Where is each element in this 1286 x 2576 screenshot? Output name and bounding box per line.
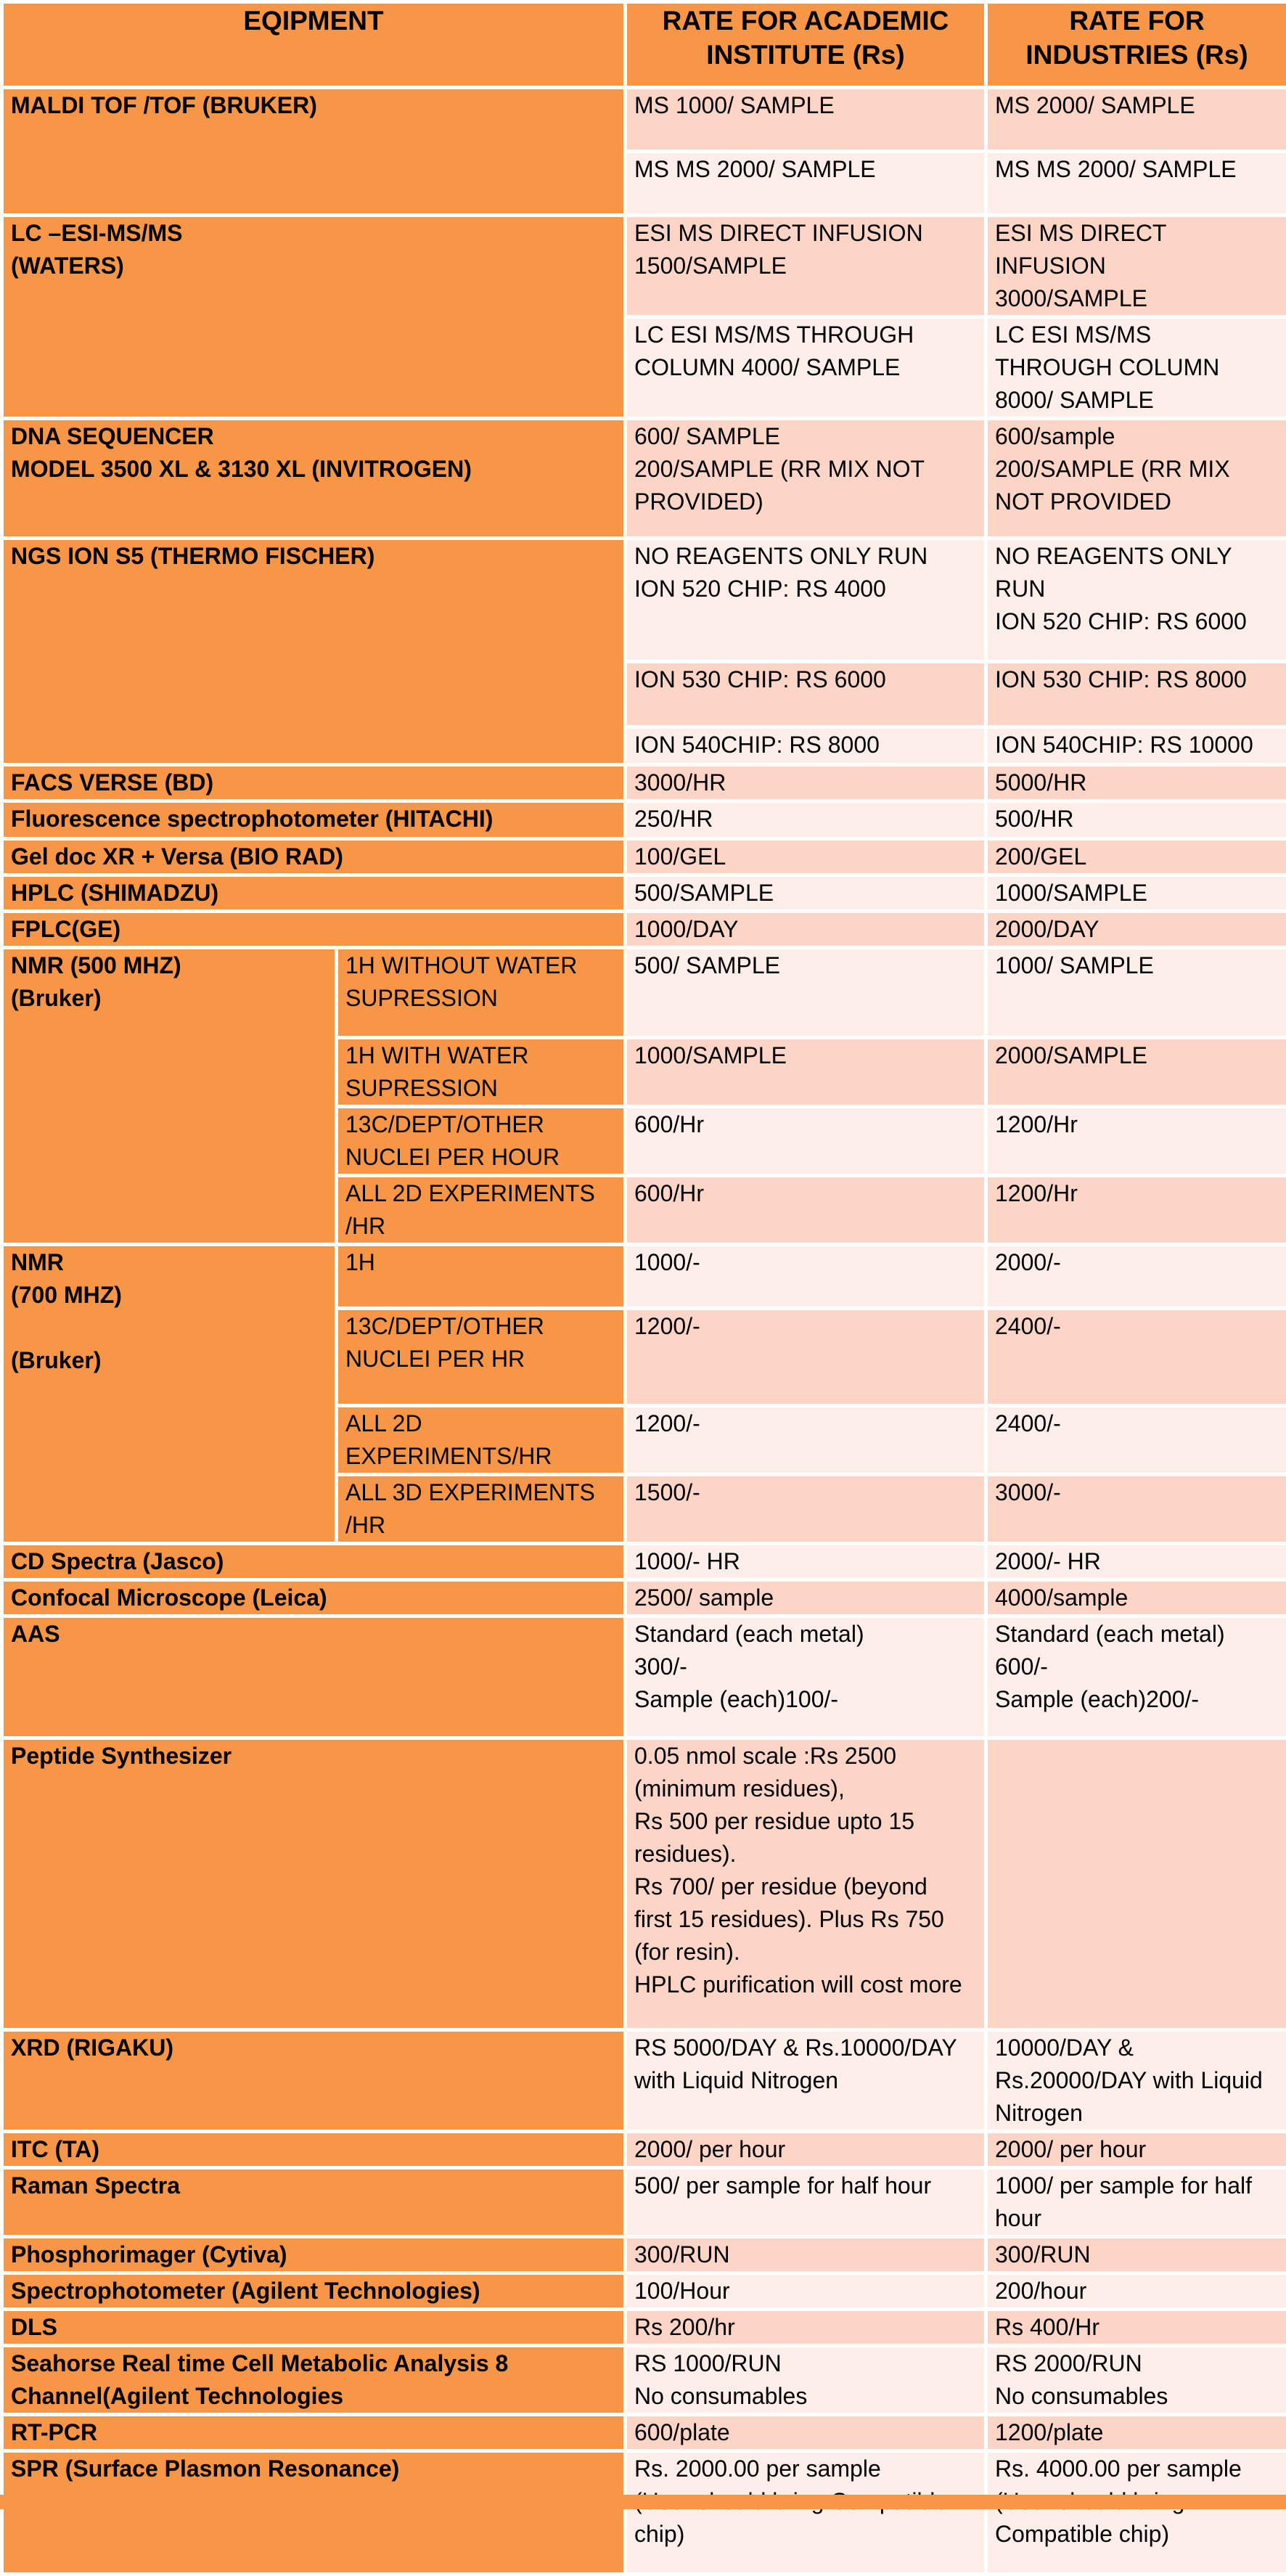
equipment-name: Confocal Microscope (Leica) xyxy=(2,1580,626,1616)
industry-rate: ION 540CHIP: RS 10000 xyxy=(986,727,1286,765)
academic-rate: 1000/DAY xyxy=(626,912,986,948)
academic-rate: 600/plate xyxy=(626,2415,986,2451)
academic-rate: 0.05 nmol scale :Rs 2500 (minimum residues), Rs 500 per residue upto 15 residues). Rs 700/ per residue (beyond first 15 residues). Plus Rs 750 (for resin). HPLC purification will cost more xyxy=(626,1738,986,2030)
industry-rate: 2400/- xyxy=(986,1406,1286,1475)
industry-rate: ESI MS DIRECT INFUSION 3000/SAMPLE xyxy=(986,216,1286,317)
academic-rate: 3000/HR xyxy=(626,765,986,801)
equipment-name: Raman Spectra xyxy=(2,2168,626,2237)
academic-rate: Rs. 2000.00 per sample chip) xyxy=(626,2451,986,2575)
experiment-type: 13C/DEPT/OTHER NUCLEI PER HR xyxy=(337,1309,626,1406)
academic-rate: LC ESI MS/MS THROUGH COLUMN 4000/ SAMPLE xyxy=(626,317,986,419)
industry-rate: Rs 400/Hr xyxy=(986,2310,1286,2346)
table-row xyxy=(2,1738,1286,2030)
industry-rate: 1000/ per sample for half hour xyxy=(986,2168,1286,2237)
table-row xyxy=(2,88,1286,152)
table-row xyxy=(2,1245,1286,1309)
industry-rate: 4000/sample xyxy=(986,1580,1286,1616)
equipment-name: HPLC (SHIMADZU) xyxy=(2,875,626,912)
industry-rate: 3000/- xyxy=(986,1475,1286,1544)
industry-rate: 200/GEL xyxy=(986,839,1286,875)
equipment-name: DNA SEQUENCER MODEL 3500 XL & 3130 XL (INVITROGEN) xyxy=(2,419,626,539)
bottom-border-bar xyxy=(0,2495,1286,2509)
equipment-name: LC –ESI-MS/MS (WATERS) xyxy=(2,216,626,419)
academic-rate: 500/SAMPLE xyxy=(626,875,986,912)
industry-rate: 2000/- HR xyxy=(986,1544,1286,1580)
equipment-name: CD Spectra (Jasco) xyxy=(2,1544,626,1580)
academic-rate: 2000/ per hour xyxy=(626,2132,986,2168)
table-row xyxy=(2,801,1286,839)
experiment-type: 1H xyxy=(337,1245,626,1309)
equipment-name: NMR (700 MHZ) (Bruker) xyxy=(2,1245,337,1544)
equipment-name: Spectrophotometer (Agilent Technologies) xyxy=(2,2273,626,2310)
equipment-name: ITC (TA) xyxy=(2,2132,626,2168)
industry-rate: 2400/- xyxy=(986,1309,1286,1406)
table-row xyxy=(2,2273,1286,2310)
header-row xyxy=(2,2,1286,88)
industry-rate: 200/hour xyxy=(986,2273,1286,2310)
experiment-type: ALL 3D EXPERIMENTS /HR xyxy=(337,1475,626,1544)
industry-rate: 1200/plate xyxy=(986,2415,1286,2451)
industry-rate: NO REAGENTS ONLY RUN ION 520 CHIP: RS 6000 xyxy=(986,539,1286,662)
academic-rate: NO REAGENTS ONLY RUN ION 520 CHIP: RS 4000 xyxy=(626,539,986,662)
industry-rate: 2000/DAY xyxy=(986,912,1286,948)
industry-rate: 1200/Hr xyxy=(986,1107,1286,1176)
equipment-name: Fluorescence spectrophotometer (HITACHI) xyxy=(2,801,626,839)
header-equipment: EQIPMENT xyxy=(2,2,626,88)
academic-rate: Rs 200/hr xyxy=(626,2310,986,2346)
table-row xyxy=(2,419,1286,539)
industry-rate: 2000/SAMPLE xyxy=(986,1038,1286,1107)
academic-rate: 500/ SAMPLE xyxy=(626,948,986,1038)
equipment-name: Peptide Synthesizer xyxy=(2,1738,626,2030)
academic-rate: 600/Hr xyxy=(626,1176,986,1245)
table-row xyxy=(2,912,1286,948)
industry-rate: 10000/DAY & Rs.20000/DAY with Liquid Nitrogen xyxy=(986,2030,1286,2132)
industry-rate: 300/RUN xyxy=(986,2237,1286,2273)
equipment-name: MALDI TOF /TOF (BRUKER) xyxy=(2,88,626,216)
table-row xyxy=(2,539,1286,662)
academic-rate: 600/ SAMPLE 200/SAMPLE (RR MIX NOT PROVIDED) xyxy=(626,419,986,539)
industry-rate: Rs. 4000.00 per sample Compatible chip) xyxy=(986,2451,1286,2575)
equipment-name: Seahorse Real time Cell Metabolic Analysis 8 Channel(Agilent Technologies xyxy=(2,2346,626,2415)
industry-rate: Standard (each metal) 600/- Sample (each)200/- xyxy=(986,1616,1286,1738)
table-row xyxy=(2,765,1286,801)
table-row xyxy=(2,948,1286,1038)
table-row xyxy=(2,2168,1286,2237)
equipment-name: NGS ION S5 (THERMO FISCHER) xyxy=(2,539,626,765)
academic-rate: 1500/- xyxy=(626,1475,986,1544)
equipment-name: DLS xyxy=(2,2310,626,2346)
academic-rate: Standard (each metal) 300/- Sample (each)100/- xyxy=(626,1616,986,1738)
academic-rate: 100/Hour xyxy=(626,2273,986,2310)
equipment-name: SPR (Surface Plasmon Resonance) xyxy=(2,2451,626,2575)
academic-rate: 1000/SAMPLE xyxy=(626,1038,986,1107)
academic-rate: ESI MS DIRECT INFUSION 1500/SAMPLE xyxy=(626,216,986,317)
industry-rate: 2000/- xyxy=(986,1245,1286,1309)
equipment-name: FACS VERSE (BD) xyxy=(2,765,626,801)
table-row xyxy=(2,2030,1286,2132)
table-row xyxy=(2,1580,1286,1616)
academic-rate: 2500/ sample xyxy=(626,1580,986,1616)
equipment-name: Phosphorimager (Cytiva) xyxy=(2,2237,626,2273)
header-industry-rate: RATE FOR INDUSTRIES (Rs) xyxy=(986,2,1286,88)
industry-rate: MS 2000/ SAMPLE xyxy=(986,88,1286,152)
experiment-type: ALL 2D EXPERIMENTS /HR xyxy=(337,1176,626,1245)
academic-rate: MS MS 2000/ SAMPLE xyxy=(626,152,986,216)
academic-rate: 1200/- xyxy=(626,1309,986,1406)
industry-rate: 1000/SAMPLE xyxy=(986,875,1286,912)
industry-rate: 600/sample 200/SAMPLE (RR MIX NOT PROVIDED xyxy=(986,419,1286,539)
experiment-type: 13C/DEPT/OTHER NUCLEI PER HOUR xyxy=(337,1107,626,1176)
equipment-name: Gel doc XR + Versa (BIO RAD) xyxy=(2,839,626,875)
header-academic-rate: RATE FOR ACADEMIC INSTITUTE (Rs) xyxy=(626,2,986,88)
table-row xyxy=(2,875,1286,912)
industry-rate: RS 2000/RUN No consumables xyxy=(986,2346,1286,2415)
academic-rate: RS 1000/RUN No consumables xyxy=(626,2346,986,2415)
academic-rate: ION 530 CHIP: RS 6000 xyxy=(626,662,986,727)
equipment-name: FPLC(GE) xyxy=(2,912,626,948)
academic-rate: 1000/- HR xyxy=(626,1544,986,1580)
industry-rate: 1000/ SAMPLE xyxy=(986,948,1286,1038)
experiment-type: 1H WITH WATER SUPRESSION xyxy=(337,1038,626,1107)
industry-rate: LC ESI MS/MS THROUGH COLUMN 8000/ SAMPLE xyxy=(986,317,1286,419)
academic-rate: 1200/- xyxy=(626,1406,986,1475)
table-row xyxy=(2,216,1286,317)
academic-rate: 300/RUN xyxy=(626,2237,986,2273)
table-row xyxy=(2,2451,1286,2575)
academic-rate: 600/Hr xyxy=(626,1107,986,1176)
experiment-type: 1H WITHOUT WATER SUPRESSION xyxy=(337,948,626,1038)
academic-rate: ION 540CHIP: RS 8000 xyxy=(626,727,986,765)
industry-rate: ION 530 CHIP: RS 8000 xyxy=(986,662,1286,727)
equipment-name: NMR (500 MHZ) (Bruker) xyxy=(2,948,337,1245)
academic-rate: 250/HR xyxy=(626,801,986,839)
table-row xyxy=(2,2310,1286,2346)
academic-rate: 100/GEL xyxy=(626,839,986,875)
table-row xyxy=(2,839,1286,875)
table-row xyxy=(2,1616,1286,1738)
equipment-name: XRD (RIGAKU) xyxy=(2,2030,626,2132)
industry-rate: 500/HR xyxy=(986,801,1286,839)
academic-rate: MS 1000/ SAMPLE xyxy=(626,88,986,152)
table-row xyxy=(2,2346,1286,2415)
industry-rate: 5000/HR xyxy=(986,765,1286,801)
table-row xyxy=(2,2415,1286,2451)
equipment-name: AAS xyxy=(2,1616,626,1738)
industry-rate: 2000/ per hour xyxy=(986,2132,1286,2168)
academic-rate: RS 5000/DAY & Rs.10000/DAY with Liquid Nitrogen xyxy=(626,2030,986,2132)
industry-rate: 1200/Hr xyxy=(986,1176,1286,1245)
industry-rate xyxy=(986,1738,1286,2030)
table-row xyxy=(2,2237,1286,2273)
table-row xyxy=(2,1544,1286,1580)
equipment-name: RT-PCR xyxy=(2,2415,626,2451)
academic-rate: 1000/- xyxy=(626,1245,986,1309)
table-row xyxy=(2,2132,1286,2168)
industry-rate: MS MS 2000/ SAMPLE xyxy=(986,152,1286,216)
experiment-type: ALL 2D EXPERIMENTS/HR xyxy=(337,1406,626,1475)
academic-rate: 500/ per sample for half hour xyxy=(626,2168,986,2237)
